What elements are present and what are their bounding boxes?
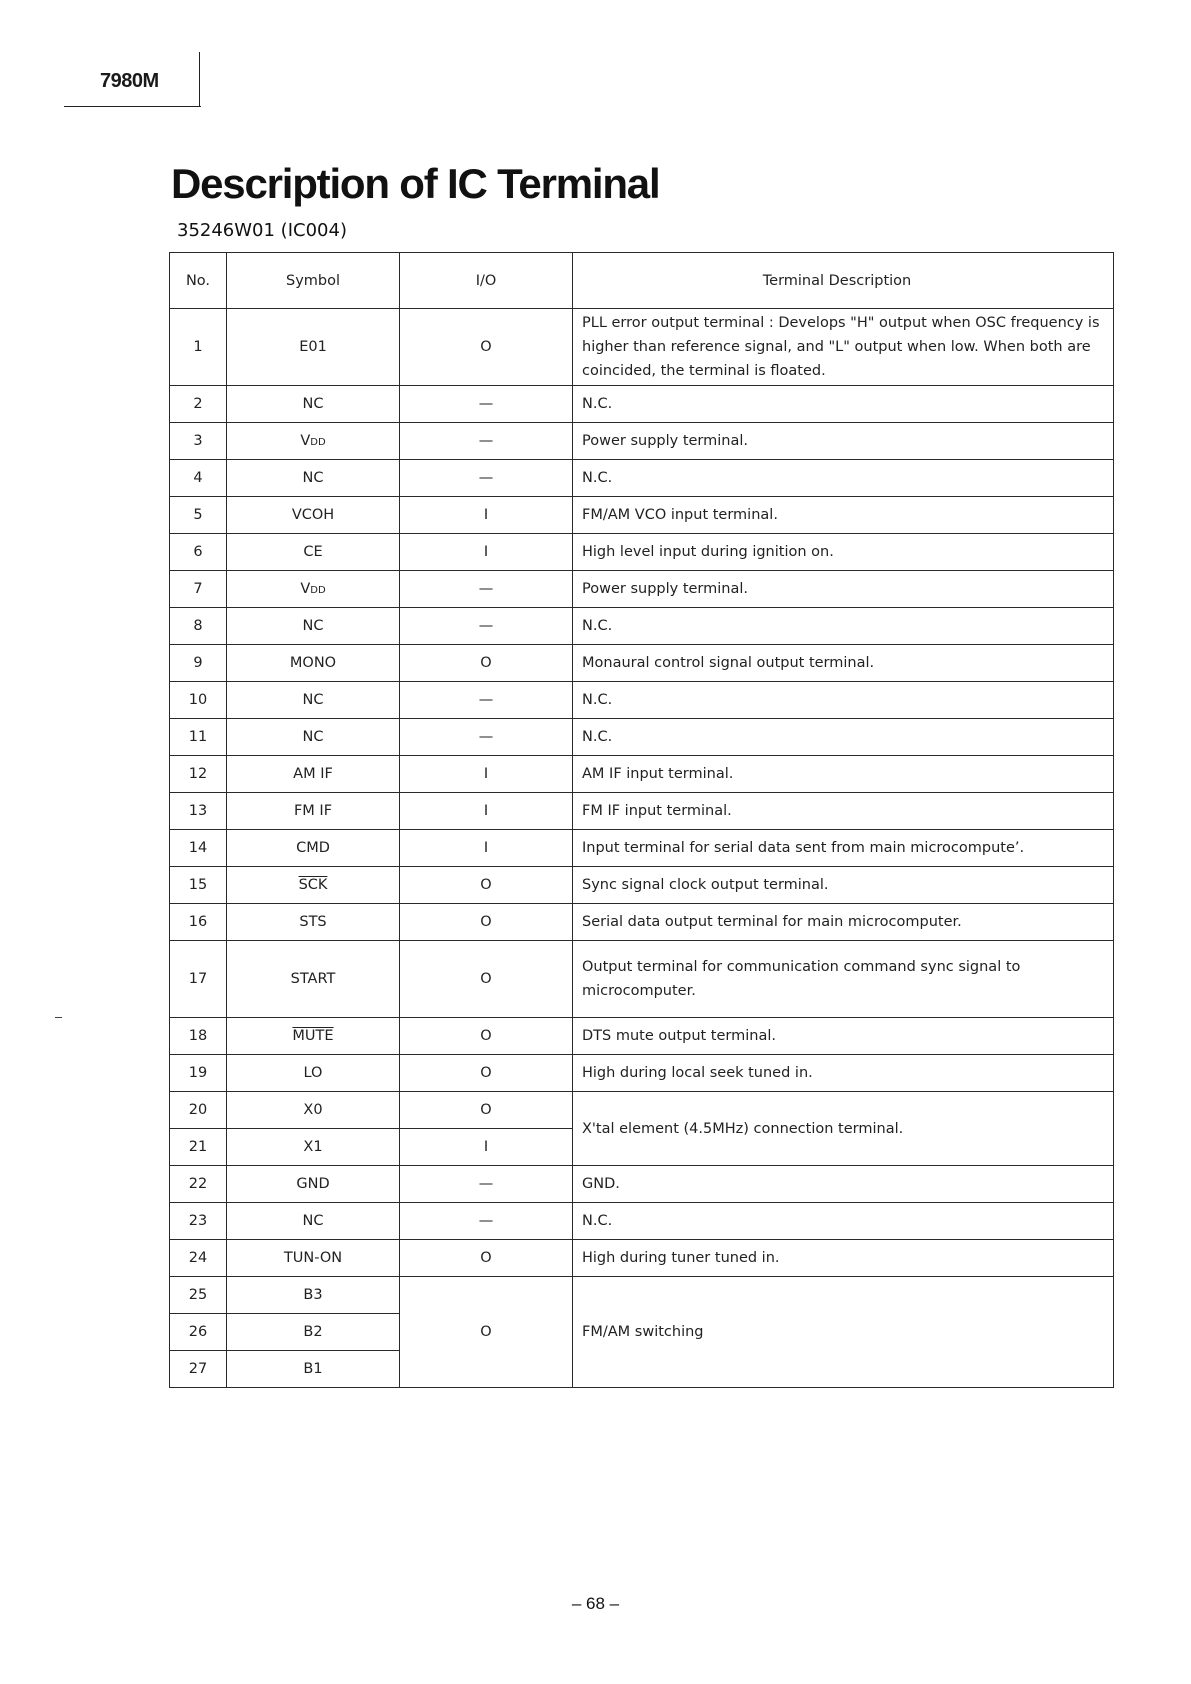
pin-symbol-subscript: DD	[310, 437, 326, 448]
column-header-description: Terminal Description	[573, 253, 1114, 309]
table-header-row	[170, 253, 1114, 309]
table-row	[170, 608, 1114, 645]
table-row	[170, 1055, 1114, 1092]
pin-number: 24	[170, 1240, 227, 1277]
pin-io: I	[400, 756, 573, 793]
pin-symbol: CMD	[227, 830, 400, 867]
model-code: 7980M	[100, 70, 159, 92]
pin-symbol-main: V	[300, 581, 311, 597]
table-row	[170, 1240, 1114, 1277]
pin-number: 18	[170, 1018, 227, 1055]
pin-symbol	[227, 1018, 400, 1055]
pin-symbol: E01	[227, 309, 400, 386]
margin-mark	[55, 1017, 62, 1018]
page-number: – 68 –	[571, 1594, 620, 1613]
table-row	[170, 423, 1114, 460]
pin-number: 7	[170, 571, 227, 608]
pin-io: —	[400, 1203, 573, 1240]
pin-io: O	[400, 1092, 573, 1129]
table-row	[170, 1203, 1114, 1240]
pin-number: 4	[170, 460, 227, 497]
pin-description: DTS mute output terminal.	[573, 1018, 1114, 1055]
pin-description: N.C.	[573, 460, 1114, 497]
pin-number: 19	[170, 1055, 227, 1092]
pin-io: O	[400, 1055, 573, 1092]
pin-description: Monaural control signal output terminal.	[573, 645, 1114, 682]
pin-io: I	[400, 793, 573, 830]
pin-symbol: FM IF	[227, 793, 400, 830]
pin-number: 20	[170, 1092, 227, 1129]
table-row	[170, 460, 1114, 497]
pin-io: —	[400, 1166, 573, 1203]
pin-io: O	[400, 1240, 573, 1277]
pin-description: FM/AM VCO input terminal.	[573, 497, 1114, 534]
pin-symbol: X1	[227, 1129, 400, 1166]
pin-io: —	[400, 719, 573, 756]
header-rule-vertical	[199, 52, 200, 107]
pin-number: 5	[170, 497, 227, 534]
pin-number: 22	[170, 1166, 227, 1203]
pin-symbol: NC	[227, 719, 400, 756]
column-header-no: No.	[170, 253, 227, 309]
table-row	[170, 830, 1114, 867]
pin-io: I	[400, 497, 573, 534]
pin-symbol	[227, 571, 400, 608]
pin-io: O	[400, 1018, 573, 1055]
pin-io: —	[400, 571, 573, 608]
pin-io: —	[400, 423, 573, 460]
pin-symbol: AM IF	[227, 756, 400, 793]
pin-io: O	[400, 904, 573, 941]
pin-symbol: LO	[227, 1055, 400, 1092]
pin-symbol: CE	[227, 534, 400, 571]
pin-io: —	[400, 682, 573, 719]
pin-symbol: B3	[227, 1277, 400, 1314]
pin-description: GND.	[573, 1166, 1114, 1203]
pin-description: Sync signal clock output terminal.	[573, 867, 1114, 904]
pin-description: N.C.	[573, 386, 1114, 423]
pin-description: Power supply terminal.	[573, 423, 1114, 460]
pin-symbol: NC	[227, 682, 400, 719]
pin-number: 1	[170, 309, 227, 386]
pin-description: FM/AM switching	[573, 1277, 1114, 1388]
pin-symbol	[227, 423, 400, 460]
table-row	[170, 571, 1114, 608]
pin-description: Serial data output terminal for main microcomputer.	[573, 904, 1114, 941]
pin-number: 25	[170, 1277, 227, 1314]
pin-symbol: NC	[227, 608, 400, 645]
terminal-table	[169, 252, 1114, 1388]
table-row	[170, 756, 1114, 793]
pin-description: High during tuner tuned in.	[573, 1240, 1114, 1277]
pin-number: 12	[170, 756, 227, 793]
pin-description: AM IF input terminal.	[573, 756, 1114, 793]
pin-symbol: GND	[227, 1166, 400, 1203]
pin-io: —	[400, 386, 573, 423]
pin-io: I	[400, 1129, 573, 1166]
pin-io: O	[400, 645, 573, 682]
table-row	[170, 1092, 1114, 1129]
table-row	[170, 386, 1114, 423]
pin-number: 17	[170, 941, 227, 1018]
pin-number: 3	[170, 423, 227, 460]
pin-number: 16	[170, 904, 227, 941]
table-row	[170, 682, 1114, 719]
pin-number: 11	[170, 719, 227, 756]
table-row	[170, 867, 1114, 904]
pin-description: N.C.	[573, 608, 1114, 645]
pin-io: O	[400, 867, 573, 904]
pin-io: —	[400, 608, 573, 645]
pin-number: 13	[170, 793, 227, 830]
pin-number: 27	[170, 1351, 227, 1388]
pin-description: PLL error output terminal : Develops "H" output when OSC frequency is higher than reference signal, and "L" output when low. When both are coincided, the terminal is floated.	[573, 309, 1114, 386]
pin-number: 14	[170, 830, 227, 867]
pin-description: Output terminal for communication command sync signal to microcomputer.	[573, 941, 1114, 1018]
pin-symbol-active-low: MUTE	[292, 1028, 334, 1044]
table-row	[170, 645, 1114, 682]
pin-number: 21	[170, 1129, 227, 1166]
pin-symbol	[227, 867, 400, 904]
pin-symbol: START	[227, 941, 400, 1018]
pin-io: O	[400, 309, 573, 386]
table-row	[170, 793, 1114, 830]
pin-description: Input terminal for serial data sent from main microcompute’.	[573, 830, 1114, 867]
header-rule-horizontal	[64, 106, 201, 107]
pin-number: 2	[170, 386, 227, 423]
pin-symbol: VCOH	[227, 497, 400, 534]
pin-io: I	[400, 830, 573, 867]
pin-description: Power supply terminal.	[573, 571, 1114, 608]
pin-symbol-main: V	[300, 433, 311, 449]
pin-description: N.C.	[573, 1203, 1114, 1240]
table-row	[170, 1166, 1114, 1203]
pin-symbol: MONO	[227, 645, 400, 682]
pin-description: N.C.	[573, 719, 1114, 756]
pin-io: O	[400, 941, 573, 1018]
pin-symbol: B1	[227, 1351, 400, 1388]
pin-description: X'tal element (4.5MHz) connection terminal.	[573, 1092, 1114, 1166]
pin-number: 23	[170, 1203, 227, 1240]
table-row	[170, 1018, 1114, 1055]
table-row	[170, 1277, 1114, 1314]
pin-symbol-active-low: $\overline{SCK}$	[298, 877, 328, 893]
pin-io: —	[400, 460, 573, 497]
pin-io: O	[400, 1277, 573, 1388]
column-header-io: I/O	[400, 253, 573, 309]
pin-number: 10	[170, 682, 227, 719]
pin-io: I	[400, 534, 573, 571]
pin-number: 15	[170, 867, 227, 904]
pin-symbol: TUN-ON	[227, 1240, 400, 1277]
table-row	[170, 309, 1114, 386]
pin-description: High during local seek tuned in.	[573, 1055, 1114, 1092]
table-row	[170, 904, 1114, 941]
pin-description: High level input during ignition on.	[573, 534, 1114, 571]
pin-number: 26	[170, 1314, 227, 1351]
pin-number: 8	[170, 608, 227, 645]
pin-symbol-subscript: DD	[310, 585, 326, 596]
pin-number: 9	[170, 645, 227, 682]
pin-number: 6	[170, 534, 227, 571]
pin-description: N.C.	[573, 682, 1114, 719]
pin-symbol: NC	[227, 460, 400, 497]
pin-symbol: NC	[227, 1203, 400, 1240]
pin-symbol: NC	[227, 386, 400, 423]
table-row	[170, 497, 1114, 534]
pin-symbol: STS	[227, 904, 400, 941]
pin-description: FM IF input terminal.	[573, 793, 1114, 830]
pin-symbol: B2	[227, 1314, 400, 1351]
table-row	[170, 534, 1114, 571]
ic-part-number: 35246W01 (IC004)	[177, 220, 347, 241]
pin-symbol: X0	[227, 1092, 400, 1129]
table-row	[170, 719, 1114, 756]
page-title: Description of IC Terminal	[171, 160, 660, 207]
table-row	[170, 941, 1114, 1018]
column-header-symbol: Symbol	[227, 253, 400, 309]
